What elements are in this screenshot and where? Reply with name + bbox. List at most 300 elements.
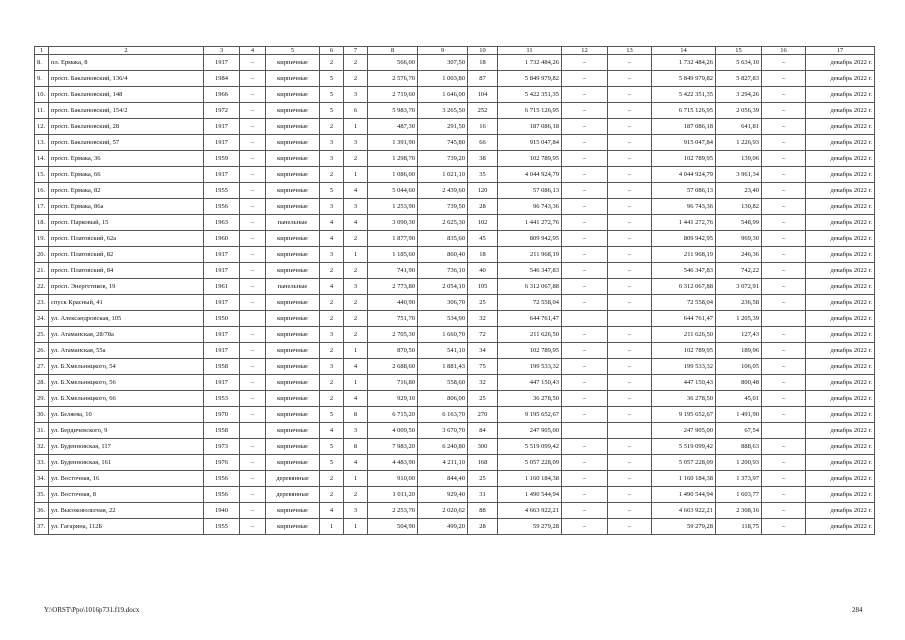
table-cell: 566,00 (368, 55, 418, 71)
table-cell: 5 827,83 (716, 71, 762, 87)
table-cell: декабрь 2022 г. (806, 359, 875, 375)
table-cell: декабрь 2022 г. (806, 327, 875, 343)
table-cell: 45,01 (716, 391, 762, 407)
table-cell: 487,30 (368, 119, 418, 135)
table-cell: – (562, 135, 608, 151)
table-cell: – (762, 231, 806, 247)
table-cell: 4 483,90 (368, 455, 418, 471)
table-cell: 447 150,43 (652, 375, 716, 391)
table-row (35, 455, 875, 471)
table-cell: 2 308,16 (716, 503, 762, 519)
table-cell: – (562, 439, 608, 455)
table-cell (762, 423, 806, 439)
table-cell: 34. (35, 471, 49, 487)
table-row (35, 183, 875, 199)
table-cell: 29. (35, 391, 49, 407)
table-cell: просп. Баклановский, 136/4 (49, 71, 204, 87)
table-cell: 57 086,13 (498, 183, 562, 199)
table-cell: 33. (35, 455, 49, 471)
table-cell (562, 311, 608, 327)
table-cell: – (562, 263, 608, 279)
table-cell: 9 195 652,67 (498, 407, 562, 423)
table-row (35, 87, 875, 103)
table-cell: 1917 (204, 375, 240, 391)
column-number: 6 (320, 47, 344, 55)
table-cell: 4 (320, 231, 344, 247)
table-cell: 270 (468, 407, 498, 423)
table-cell: ул. Атаманская, 28/78а (49, 327, 204, 343)
column-number: 14 (652, 47, 716, 55)
table-cell: 2 (320, 375, 344, 391)
table-cell: – (608, 215, 652, 231)
table-cell: 1956 (204, 199, 240, 215)
table-cell: просп. Энергетиков, 19 (49, 279, 204, 295)
table-cell: кирпичные (266, 455, 320, 471)
table-cell: 1976 (204, 455, 240, 471)
table-cell: – (608, 503, 652, 519)
table-cell: 1 373,97 (716, 471, 762, 487)
table-cell: декабрь 2022 г. (806, 311, 875, 327)
table-cell: ул. Буденновская, 117 (49, 439, 204, 455)
table-cell: 26. (35, 343, 49, 359)
table-cell: – (762, 263, 806, 279)
table-cell: декабрь 2022 г. (806, 231, 875, 247)
table-row (35, 103, 875, 119)
table-cell: 32 (468, 375, 498, 391)
table-cell: 4 (344, 391, 368, 407)
table-cell: 2 056,39 (716, 103, 762, 119)
table-cell: 30. (35, 407, 49, 423)
table-cell: 25 (468, 295, 498, 311)
table-cell: – (562, 343, 608, 359)
table-cell: 929,10 (368, 391, 418, 407)
table-cell: 35 (468, 167, 498, 183)
table-cell: 1 185,60 (368, 247, 418, 263)
table-cell: – (240, 183, 266, 199)
table-cell: 751,70 (368, 311, 418, 327)
table-cell: 2 773,80 (368, 279, 418, 295)
table-cell: – (608, 231, 652, 247)
table-cell: 1959 (204, 151, 240, 167)
table-cell: – (608, 327, 652, 343)
table-cell: 1 732 484,26 (652, 55, 716, 71)
table-cell: 1 298,70 (368, 151, 418, 167)
table-cell: 32. (35, 439, 49, 455)
table-cell: 541,10 (418, 343, 468, 359)
table-cell: кирпичные (266, 311, 320, 327)
table-cell: 1970 (204, 407, 240, 423)
table-cell: кирпичные (266, 391, 320, 407)
table-cell: просп. Платовский, 84 (49, 263, 204, 279)
table-cell: – (762, 71, 806, 87)
table-cell: спуск Красный, 41 (49, 295, 204, 311)
table-cell: 4 663 922,21 (498, 503, 562, 519)
table-cell: 546 347,83 (498, 263, 562, 279)
table-cell: 5 (320, 407, 344, 423)
table-cell: 742,22 (716, 263, 762, 279)
table-cell: 1 491,90 (716, 407, 762, 423)
table-cell: 3 (320, 359, 344, 375)
table-cell: 6 240,80 (418, 439, 468, 455)
table-cell: 45 (468, 231, 498, 247)
table-cell: 2 (320, 487, 344, 503)
table-cell: 307,50 (418, 55, 468, 71)
table-cell: 102 789,95 (498, 151, 562, 167)
table-cell: – (562, 407, 608, 423)
table-cell: 835,60 (418, 231, 468, 247)
table-cell: 739,50 (418, 199, 468, 215)
table-cell: декабрь 2022 г. (806, 343, 875, 359)
table-cell: 5 (320, 103, 344, 119)
table-cell: 716,80 (368, 375, 418, 391)
table-cell: – (240, 103, 266, 119)
table-cell: 809 942,95 (498, 231, 562, 247)
table-cell: 2 (344, 263, 368, 279)
table-cell: 106,05 (716, 359, 762, 375)
column-number: 12 (562, 47, 608, 55)
table-cell: – (608, 199, 652, 215)
table-cell: 246,36 (716, 247, 762, 263)
table-cell: 6 715 126,95 (652, 103, 716, 119)
table-row (35, 55, 875, 71)
table-cell: декабрь 2022 г. (806, 375, 875, 391)
table-cell: кирпичные (266, 199, 320, 215)
table-cell: 3 072,91 (716, 279, 762, 295)
table-cell: 6 715 126,95 (498, 103, 562, 119)
table-cell: декабрь 2022 г. (806, 279, 875, 295)
table-cell: 59 279,28 (498, 519, 562, 535)
table-cell: 1917 (204, 119, 240, 135)
table-cell: ул. Буденновская, 161 (49, 455, 204, 471)
table-cell: 1 732 484,26 (498, 55, 562, 71)
table-cell (608, 311, 652, 327)
registry-table (34, 46, 875, 535)
table-row (35, 391, 875, 407)
table-cell: 3 (320, 199, 344, 215)
table-cell: 5 057 228,09 (652, 455, 716, 471)
table-cell: 870,50 (368, 343, 418, 359)
table-cell: 4 (344, 215, 368, 231)
table-cell: – (608, 391, 652, 407)
table-cell: 3 (344, 199, 368, 215)
table-cell: – (608, 55, 652, 71)
table-cell: 3 670,70 (418, 423, 468, 439)
table-cell: 1960 (204, 231, 240, 247)
table-cell: 28. (35, 375, 49, 391)
table-cell: кирпичные (266, 119, 320, 135)
table-row (35, 439, 875, 455)
table-cell: 130,82 (716, 199, 762, 215)
table-cell: ул. Александровская, 105 (49, 311, 204, 327)
table-cell: 25. (35, 327, 49, 343)
table-cell: – (562, 279, 608, 295)
table-cell: кирпичные (266, 87, 320, 103)
table-cell: – (762, 167, 806, 183)
column-number: 5 (266, 47, 320, 55)
table-cell: – (608, 343, 652, 359)
table-cell: ул. Б.Хмельницкого, 66 (49, 391, 204, 407)
table-cell: 247 905,00 (652, 423, 716, 439)
table-cell: 5 (320, 455, 344, 471)
table-cell: декабрь 2022 г. (806, 55, 875, 71)
table-cell: 2 (344, 55, 368, 71)
table-cell: 440,90 (368, 295, 418, 311)
table-cell: 3 (320, 247, 344, 263)
table-cell: – (240, 55, 266, 71)
table-cell: 5 849 979,82 (652, 71, 716, 87)
table-cell: 102 789,95 (498, 343, 562, 359)
table-cell: 59 279,28 (652, 519, 716, 535)
table-cell: пл. Ермака, 8 (49, 55, 204, 71)
table-cell: 1972 (204, 103, 240, 119)
table-row (35, 119, 875, 135)
table-cell: – (240, 327, 266, 343)
table-cell: 18 (468, 55, 498, 71)
table-cell: 2 625,30 (418, 215, 468, 231)
table-cell: – (608, 135, 652, 151)
table-cell: декабрь 2022 г. (806, 503, 875, 519)
table-cell: 809 942,95 (652, 231, 716, 247)
table-cell: ул. Б.Хмельницкого, 54 (49, 359, 204, 375)
table-cell: 2 (320, 295, 344, 311)
table-cell: 4 (344, 183, 368, 199)
table-cell: 1 490 544,94 (652, 487, 716, 503)
table-cell: – (762, 503, 806, 519)
table-cell: – (608, 263, 652, 279)
table-cell: 6 312 067,88 (498, 279, 562, 295)
table-cell: 1958 (204, 359, 240, 375)
table-cell: 4 (320, 503, 344, 519)
table-cell: – (762, 87, 806, 103)
table-cell: 3 (344, 423, 368, 439)
table-cell: 187 086,18 (498, 119, 562, 135)
table-cell: кирпичные (266, 71, 320, 87)
table-cell: – (562, 55, 608, 71)
table-cell: – (762, 151, 806, 167)
table-cell: декабрь 2022 г. (806, 119, 875, 135)
table-cell: – (562, 519, 608, 535)
table-cell: – (608, 247, 652, 263)
table-cell: – (762, 519, 806, 535)
table-cell: кирпичные (266, 327, 320, 343)
table-cell: кирпичные (266, 231, 320, 247)
table-cell: – (562, 215, 608, 231)
table-cell: декабрь 2022 г. (806, 151, 875, 167)
table-cell: – (562, 71, 608, 87)
table-cell: 57 086,13 (652, 183, 716, 199)
table-cell: 36 278,50 (498, 391, 562, 407)
table-cell: 168 (468, 455, 498, 471)
table-cell: 915 047,84 (498, 135, 562, 151)
table-cell: декабрь 2022 г. (806, 263, 875, 279)
table-cell: 5 634,10 (716, 55, 762, 71)
table-cell: 8. (35, 55, 49, 71)
table-cell: – (608, 487, 652, 503)
table-cell: 66 (468, 135, 498, 151)
table-cell: 5 422 351,35 (652, 87, 716, 103)
table-cell: 1940 (204, 503, 240, 519)
table-cell: – (240, 71, 266, 87)
table-cell: 16. (35, 183, 49, 199)
table-cell: – (240, 519, 266, 535)
table-cell: 915 047,84 (652, 135, 716, 151)
document-file-path: Y:\ORST\Ppo\1016p731.f19.docx (44, 606, 140, 614)
table-cell: 7 983,20 (368, 439, 418, 455)
table-cell: 252 (468, 103, 498, 119)
table-cell: 1917 (204, 295, 240, 311)
table-cell: 23,40 (716, 183, 762, 199)
table-cell: – (240, 471, 266, 487)
table-cell: 1917 (204, 55, 240, 71)
table-cell: 2 576,70 (368, 71, 418, 87)
table-cell: 644 761,47 (498, 311, 562, 327)
table-row (35, 311, 875, 327)
table-cell: – (608, 119, 652, 135)
table-cell: декабрь 2022 г. (806, 87, 875, 103)
table-row (35, 519, 875, 535)
table-cell: 1 (344, 119, 368, 135)
table-cell: кирпичные (266, 439, 320, 455)
table-cell: декабрь 2022 г. (806, 455, 875, 471)
table-cell: декабрь 2022 г. (806, 167, 875, 183)
table-cell: 300 (468, 439, 498, 455)
table-cell: 6 (344, 103, 368, 119)
table-cell: 1917 (204, 343, 240, 359)
table-cell: кирпичные (266, 375, 320, 391)
table-cell: – (240, 119, 266, 135)
table-cell: 12. (35, 119, 49, 135)
table-cell: – (762, 215, 806, 231)
table-cell: 844,40 (418, 471, 468, 487)
table-cell: – (762, 103, 806, 119)
table-cell: декабрь 2022 г. (806, 295, 875, 311)
table-cell: – (562, 183, 608, 199)
table-cell: 1961 (204, 279, 240, 295)
table-cell: 1963 (204, 215, 240, 231)
table-cell: – (608, 167, 652, 183)
table-cell (240, 311, 266, 327)
table-cell: 1 (344, 471, 368, 487)
table-cell: 5 (320, 87, 344, 103)
table-cell: 504,90 (368, 519, 418, 535)
table-cell: 37. (35, 519, 49, 535)
table-cell: 21. (35, 263, 49, 279)
table-cell: 5 057 228,09 (498, 455, 562, 471)
table-cell: 1 (344, 343, 368, 359)
table-cell: 806,00 (418, 391, 468, 407)
table-cell: 4 (320, 279, 344, 295)
table-cell: 211 626,50 (652, 327, 716, 343)
table-cell: – (240, 151, 266, 167)
table-cell: 199 533,32 (498, 359, 562, 375)
table-cell: – (762, 391, 806, 407)
table-cell: просп. Ермака, 66 (49, 167, 204, 183)
table-cell: – (562, 487, 608, 503)
table-cell: – (608, 183, 652, 199)
table-cell: 2 (344, 327, 368, 343)
table-cell: 18. (35, 215, 49, 231)
table-cell: 1950 (204, 311, 240, 327)
table-cell: – (762, 183, 806, 199)
table-cell: – (608, 71, 652, 87)
table-cell: 5 (320, 439, 344, 455)
table-cell: 1 441 272,76 (652, 215, 716, 231)
table-cell: 1956 (204, 471, 240, 487)
table-cell: 2 (344, 71, 368, 87)
table-cell: 25 (468, 391, 498, 407)
table-cell: – (608, 407, 652, 423)
column-number: 1 (35, 47, 49, 55)
table-cell: – (762, 407, 806, 423)
table-cell: 6 312 067,88 (652, 279, 716, 295)
table-cell: – (562, 503, 608, 519)
table-cell: 2 020,62 (418, 503, 468, 519)
table-cell: 72 558,04 (498, 295, 562, 311)
table-cell: 2 (320, 55, 344, 71)
table-row (35, 263, 875, 279)
table-cell: 34 (468, 343, 498, 359)
table-cell: 3 (344, 135, 368, 151)
table-cell: 929,40 (418, 487, 468, 503)
table-cell: 1 881,43 (418, 359, 468, 375)
table-cell (240, 423, 266, 439)
table-cell: 291,50 (418, 119, 468, 135)
table-cell: – (762, 359, 806, 375)
table-cell: 4 663 922,21 (652, 503, 716, 519)
table-cell: 1 226,93 (716, 135, 762, 151)
table-cell: просп. Ермака, 36 (49, 151, 204, 167)
table-cell: 888,63 (716, 439, 762, 455)
table-row (35, 215, 875, 231)
table-cell: 118,75 (716, 519, 762, 535)
table-cell: – (608, 295, 652, 311)
table-cell: 139,06 (716, 151, 762, 167)
table-cell: 67,54 (716, 423, 762, 439)
table-row (35, 359, 875, 375)
table-cell: 72 558,04 (652, 295, 716, 311)
table-cell: 9. (35, 71, 49, 87)
table-cell: 5 044,60 (368, 183, 418, 199)
table-cell: – (762, 119, 806, 135)
column-number-row (35, 47, 875, 55)
table-cell: – (240, 247, 266, 263)
table-row (35, 487, 875, 503)
table-row (35, 71, 875, 87)
table-cell: 2 (344, 311, 368, 327)
table-cell: 1958 (204, 423, 240, 439)
table-cell: 2 (320, 263, 344, 279)
table-cell: 199 533,32 (652, 359, 716, 375)
table-cell: 8 (344, 407, 368, 423)
table-cell: – (762, 279, 806, 295)
column-number: 2 (49, 47, 204, 55)
table-cell: 1 (344, 519, 368, 535)
table-cell: – (608, 359, 652, 375)
table-row (35, 407, 875, 423)
table-cell: 13. (35, 135, 49, 151)
table-cell: 236,58 (716, 295, 762, 311)
table-cell: 1 205,39 (716, 311, 762, 327)
table-cell: 2 439,60 (418, 183, 468, 199)
table-cell: ул. Б.Хмельницкого, 56 (49, 375, 204, 391)
table-row (35, 151, 875, 167)
table-cell: 2 (320, 119, 344, 135)
table-cell: – (240, 279, 266, 295)
table-cell: 1956 (204, 487, 240, 503)
table-cell: 36 278,50 (652, 391, 716, 407)
table-cell: декабрь 2022 г. (806, 199, 875, 215)
table-cell: 87 (468, 71, 498, 87)
